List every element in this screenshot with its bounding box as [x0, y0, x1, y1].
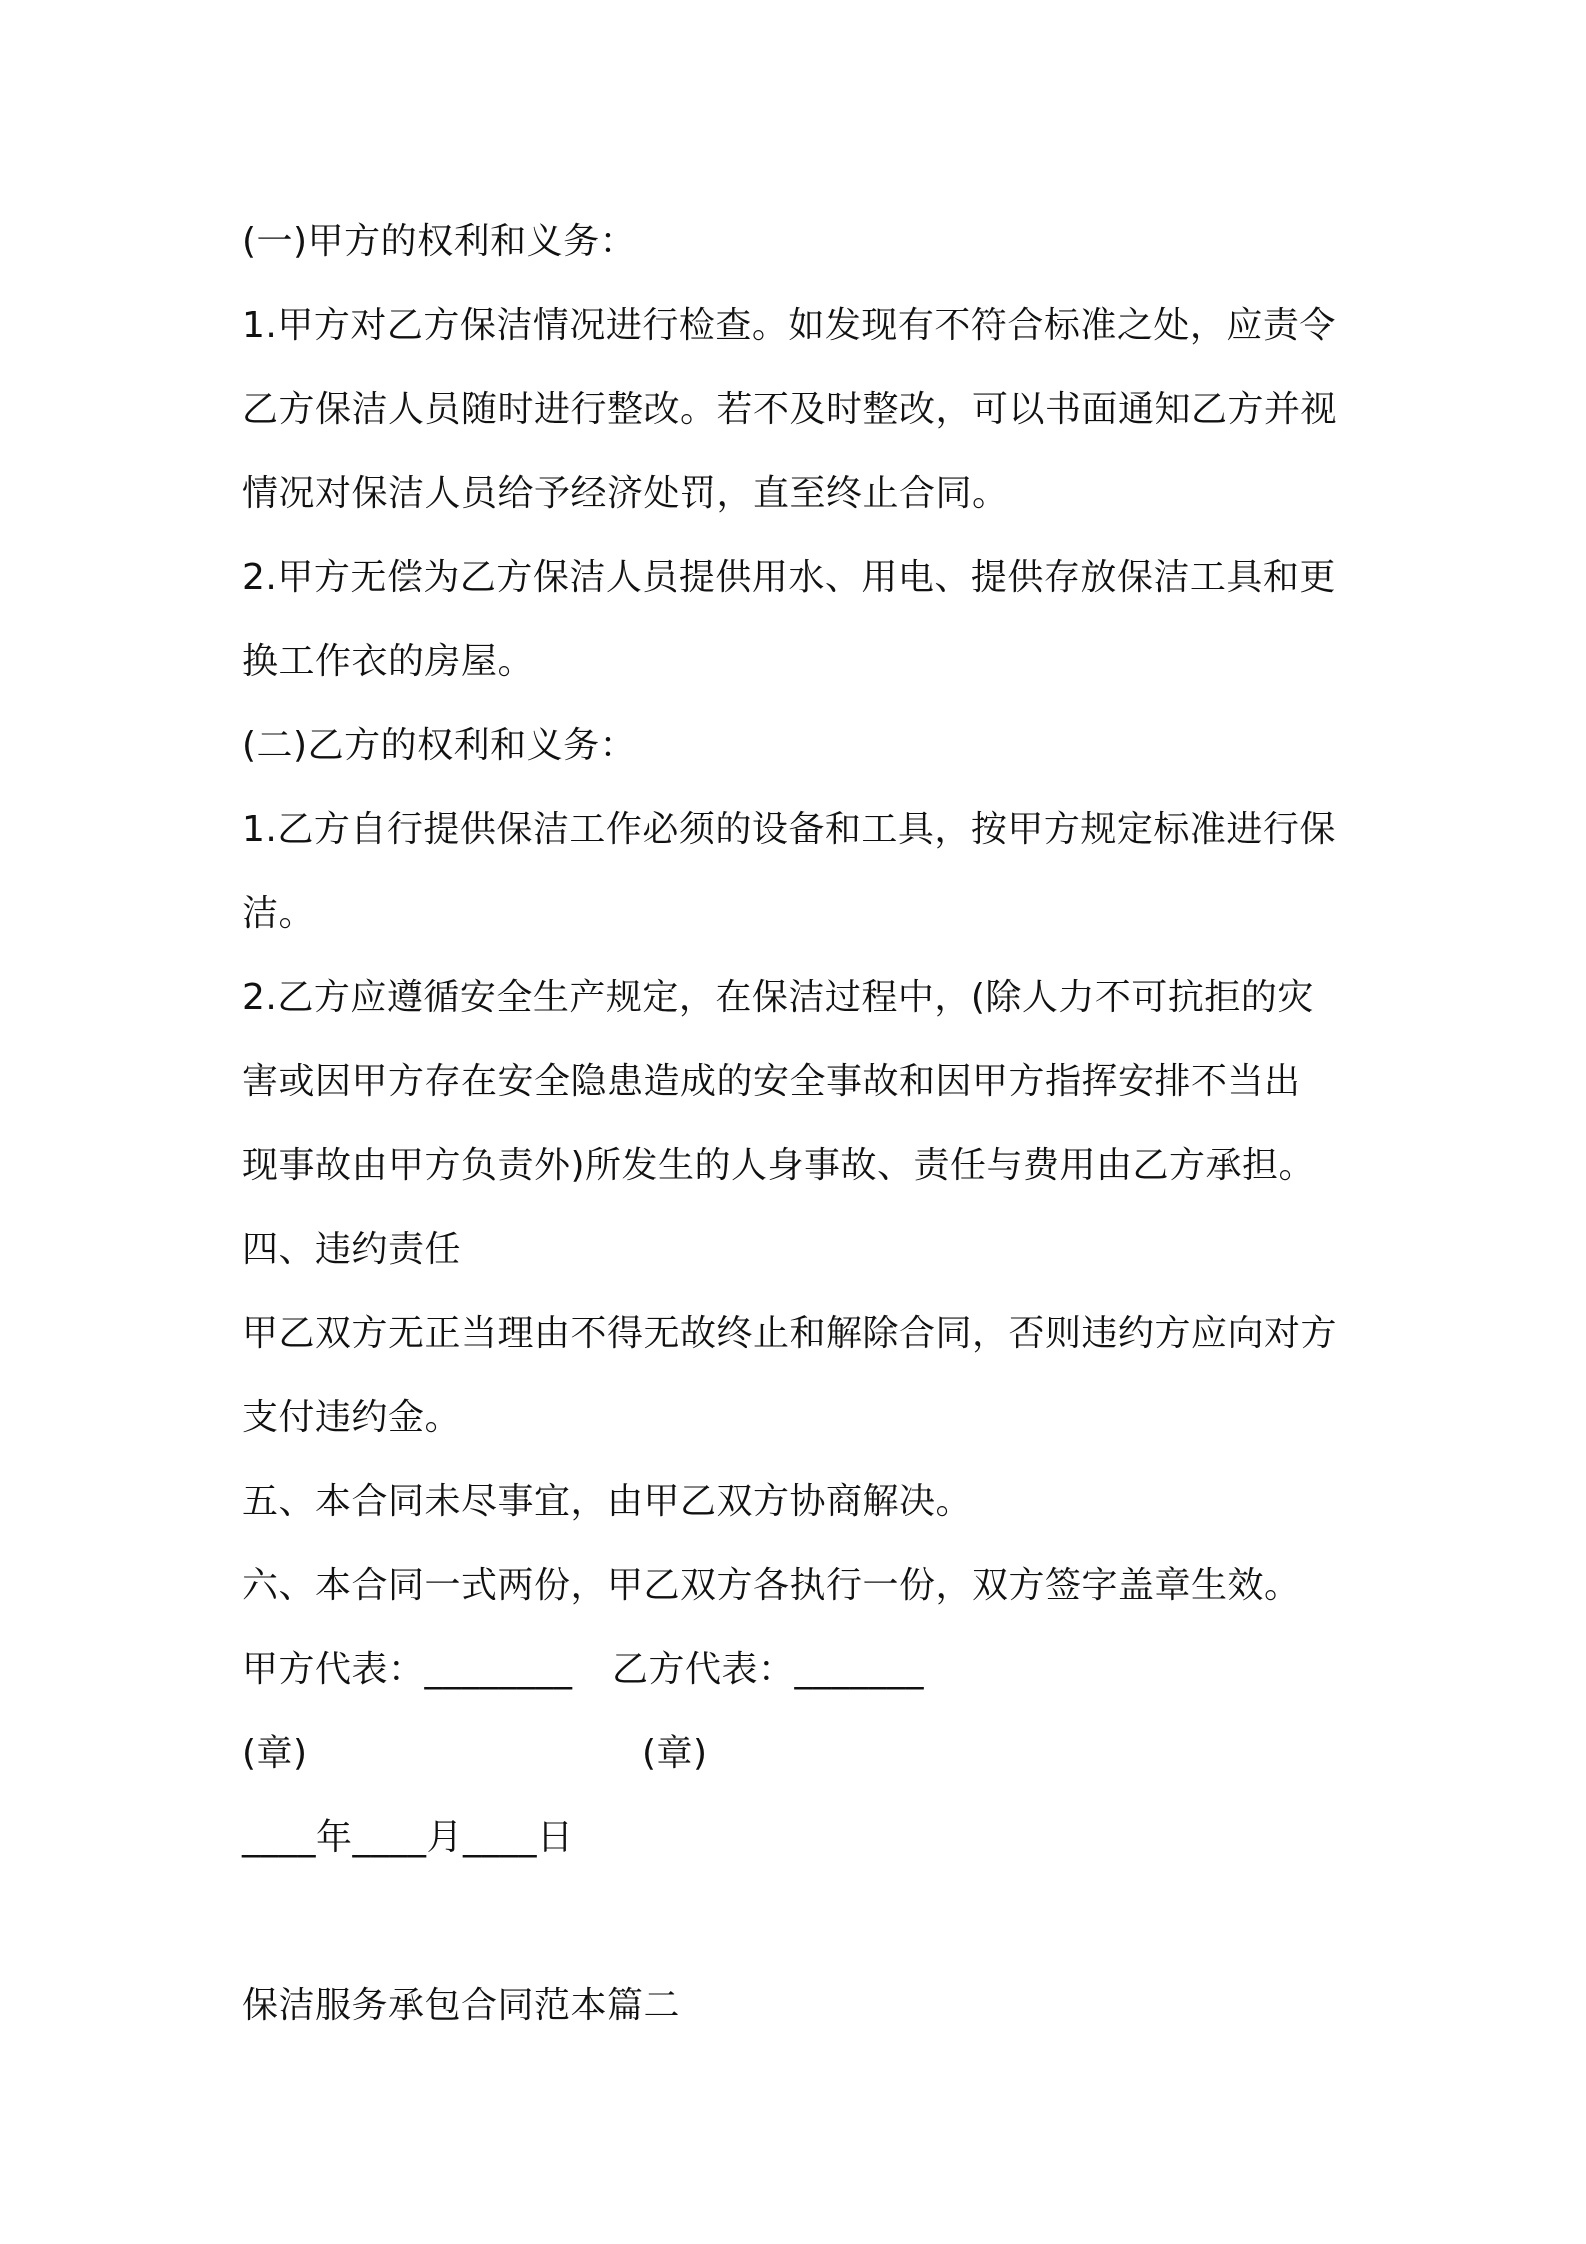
clause-b1-line2: 洁。: [242, 893, 316, 934]
party-a-seal: (章): [242, 1733, 308, 1774]
clause-a1-line3: 情况对保洁人员给予经济处罚，直至终止合同。: [242, 473, 1009, 514]
seal-row: [242, 1712, 1362, 1796]
clause-a1-line2: 乙方保洁人员随时进行整改。若不及时整改，可以书面通知乙方并视: [242, 389, 1338, 430]
party-a-representative: 甲方代表：________: [242, 1649, 573, 1690]
clause-a1-line1: 1.甲方对乙方保洁情况进行检查。如发现有不符合标准之处，应责令: [242, 305, 1336, 346]
section-heading-breach: 四、违约责任: [242, 1229, 462, 1270]
breach-clause-line2: 支付违约金。: [242, 1397, 462, 1438]
section-five: 五、本合同未尽事宜，由甲乙双方协商解决。: [242, 1481, 973, 1522]
clause-a2-line1: 2.甲方无偿为乙方保洁人员提供用水、用电、提供存放保洁工具和更: [242, 557, 1336, 598]
clause-b2-line3: 现事故由甲方负责外)所发生的人身事故、责任与费用由乙方承担。: [242, 1145, 1316, 1186]
date-line: ____年____月____日: [242, 1817, 574, 1858]
section-heading-party-b: (二)乙方的权利和义务：: [242, 725, 637, 766]
clause-a2-line2: 换工作衣的房屋。: [242, 641, 535, 682]
clause-b2-line2: 害或因甲方存在安全隐患造成的安全事故和因甲方指挥安排不当出: [242, 1061, 1301, 1102]
document-body: [242, 200, 1362, 2048]
party-b-seal: (章): [642, 1733, 708, 1774]
representative-row: [242, 1628, 1362, 1712]
clause-b2-line1: 2.乙方应遵循安全生产规定，在保洁过程中，(除人力不可抗拒的灾: [242, 977, 1314, 1018]
party-b-representative: 乙方代表：_______: [612, 1649, 925, 1690]
blank-spacer: [242, 1880, 1362, 1964]
section-heading-party-a: (一)甲方的权利和义务：: [242, 221, 637, 262]
next-section-title: 保洁服务承包合同范本篇二: [242, 1985, 681, 2026]
breach-clause-line1: 甲乙双方无正当理由不得无故终止和解除合同，否则违约方应向对方: [242, 1313, 1338, 1354]
section-six: 六、本合同一式两份，甲乙双方各执行一份，双方签字盖章生效。: [242, 1565, 1301, 1606]
clause-b1-line1: 1.乙方自行提供保洁工作必须的设备和工具，按甲方规定标准进行保: [242, 809, 1336, 850]
